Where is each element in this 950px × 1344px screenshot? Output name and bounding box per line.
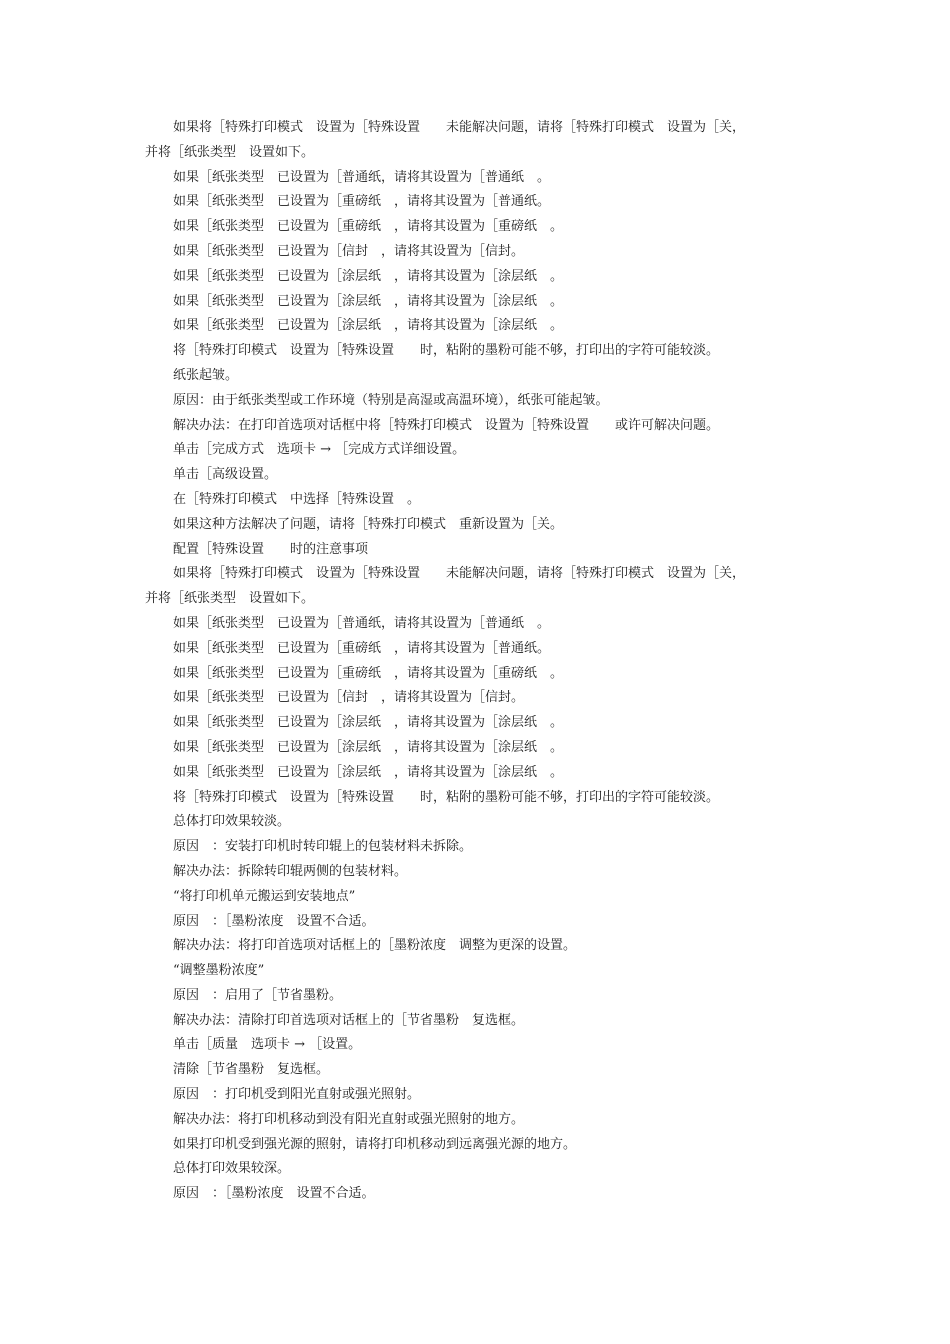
text-line: 如果［纸张类型 已设置为［涂层纸 ，请将其设置为［涂层纸 。 xyxy=(173,318,564,334)
text-line: 总体打印效果较淡。 xyxy=(173,814,291,830)
text-line: 如果［纸张类型 已设置为［信封 ，请将其设置为［信封。 xyxy=(173,243,525,259)
text-line: 单击［完成方式 选项卡 → ［完成方式详细设置。 xyxy=(173,442,466,458)
text-line: 配置［特殊设置 时的注意事项 xyxy=(173,541,369,557)
text-line: 单击［高级设置。 xyxy=(173,467,278,483)
text-line: 原因：由于纸张类型或工作环境（特别是高湿或高温环境），纸张可能起皱。 xyxy=(173,392,609,408)
text-line: 单击［质量 选项卡 → ［设置。 xyxy=(173,1037,362,1053)
text-line: 在［特殊打印模式 中选择［特殊设置 。 xyxy=(173,491,421,507)
text-line: 解决办法：拆除转印辊两侧的包装材料。 xyxy=(173,863,408,879)
text-line: 如果将［特殊打印模式 设置为［特殊设置 未能解决问题，请将［特殊打印模式 设置为［关， xyxy=(173,566,746,582)
text-line: 如果［纸张类型 已设置为［重磅纸 ，请将其设置为［普通纸。 xyxy=(173,194,551,210)
text-line: 解决办法：在打印首选项对话框中将［特殊打印模式 设置为［特殊设置 或许可解决问题。 xyxy=(173,417,720,433)
text-line: 如果将［特殊打印模式 设置为［特殊设置 未能解决问题，请将［特殊打印模式 设置为［关， xyxy=(173,120,746,135)
text-line: 如果［纸张类型 已设置为［涂层纸 ，请将其设置为［涂层纸 。 xyxy=(173,715,564,731)
text-line: 原因 ：启用了［节省墨粉。 xyxy=(173,987,343,1003)
document-body xyxy=(0,116,950,1207)
text-line: “调整墨粉浓度” xyxy=(173,963,265,979)
text-line: 原因 ：安装打印机时转印辊上的包装材料未拆除。 xyxy=(173,839,473,855)
text-line: 原因 ：［墨粉浓度 设置不合适。 xyxy=(173,1186,375,1202)
text-line: 如果［纸张类型 已设置为［涂层纸 ，请将其设置为［涂层纸 。 xyxy=(173,268,564,284)
text-line: 解决办法：清除打印首选项对话框上的［节省墨粉 复选框。 xyxy=(173,1012,525,1028)
text-line: 如果［纸张类型 已设置为［信封 ，请将其设置为［信封。 xyxy=(173,690,525,706)
text-line: 解决办法：将打印机移动到没有阳光直射或强光照射的地方。 xyxy=(173,1111,525,1127)
text-line: 解决办法：将打印首选项对话框上的［墨粉浓度 调整为更深的设置。 xyxy=(173,938,577,954)
text-line: 清除［节省墨粉 复选框。 xyxy=(173,1062,330,1078)
text-line: 总体打印效果较深。 xyxy=(173,1161,291,1177)
text-line: 如果这种方法解决了问题，请将［特殊打印模式 重新设置为［关。 xyxy=(173,516,564,532)
text-line: 如果［纸张类型 已设置为［重磅纸 ，请将其设置为［重磅纸 。 xyxy=(173,665,564,681)
text-line: 如果［纸张类型 已设置为［重磅纸 ，请将其设置为［普通纸。 xyxy=(173,640,551,656)
text-line: 将［特殊打印模式 设置为［特殊设置 时，粘附的墨粉可能不够，打印出的字符可能较淡。 xyxy=(173,789,720,805)
text-line: 如果［纸张类型 已设置为［普通纸，请将其设置为［普通纸 。 xyxy=(173,169,551,185)
text-line: 并将［纸张类型 设置如下。 xyxy=(145,144,315,160)
text-line: 如果［纸张类型 已设置为［普通纸，请将其设置为［普通纸 。 xyxy=(173,615,551,631)
text-line: 并将［纸张类型 设置如下。 xyxy=(145,591,315,607)
text-line: 原因 ：［墨粉浓度 设置不合适。 xyxy=(173,913,375,929)
text-line: 如果打印机受到强光源的照射，请将打印机移动到远离强光源的地方。 xyxy=(173,1136,577,1152)
text-line: 如果［纸张类型 已设置为［涂层纸 ，请将其设置为［涂层纸 。 xyxy=(173,739,564,755)
text-line: 如果［纸张类型 已设置为［涂层纸 ，请将其设置为［涂层纸 。 xyxy=(173,764,564,780)
text-line: 纸张起皱。 xyxy=(173,367,239,383)
text-line: 如果［纸张类型 已设置为［涂层纸 ，请将其设置为［涂层纸 。 xyxy=(173,293,564,309)
text-line: “将打印机单元搬运到安装地点” xyxy=(173,888,356,904)
text-line: 原因 ：打印机受到阳光直射或强光照射。 xyxy=(173,1087,421,1103)
text-line: 如果［纸张类型 已设置为［重磅纸 ，请将其设置为［重磅纸 。 xyxy=(173,219,564,235)
text-line: 将［特殊打印模式 设置为［特殊设置 时，粘附的墨粉可能不够，打印出的字符可能较淡。 xyxy=(173,343,720,359)
